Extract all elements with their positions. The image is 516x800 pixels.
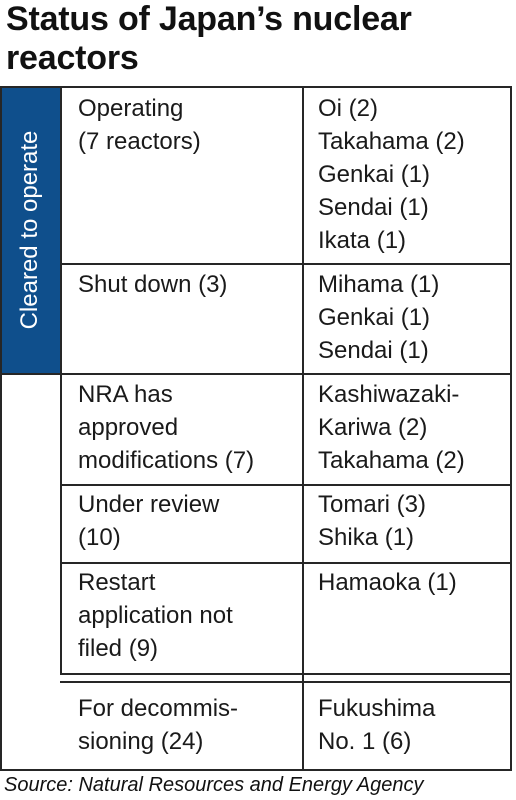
- status-shut-down: Shut down (3): [78, 271, 228, 298]
- row-divider: [60, 562, 512, 564]
- row-divider: [60, 681, 512, 683]
- plants-operating: Oi (2) Takahama (2) Genkai (1) Sendai (1) Ikata (1): [318, 95, 465, 254]
- side-label: Cleared to operate: [16, 130, 43, 330]
- column-divider-left: [60, 86, 62, 674]
- status-not-filed: Restart application not filed (9): [78, 569, 233, 662]
- status-decommissioning: For decommis- sioning (24): [78, 695, 239, 755]
- status-operating: Operating (7 reactors): [78, 95, 201, 155]
- page-title: Status of Japan’s nuclear reactors: [6, 0, 412, 77]
- row-divider: [60, 673, 512, 675]
- status-under-review: Under review (10): [78, 491, 220, 551]
- plants-under-review: Tomari (3) Shika (1): [318, 491, 427, 551]
- plants-shut-down: Mihama (1) Genkai (1) Sendai (1): [318, 271, 440, 364]
- status-nra-approved: NRA has approved modifications (7): [78, 381, 255, 474]
- row-divider: [60, 263, 512, 265]
- plants-not-filed: Hamaoka (1): [318, 569, 457, 596]
- plants-nra-approved: Kashiwazaki- Kariwa (2) Takahama (2): [318, 381, 465, 474]
- row-divider: [0, 373, 512, 375]
- plants-decommissioning: Fukushima No. 1 (6): [318, 695, 436, 755]
- row-divider: [60, 484, 512, 486]
- source-note: Source: Natural Resources and Energy Agency: [4, 774, 424, 796]
